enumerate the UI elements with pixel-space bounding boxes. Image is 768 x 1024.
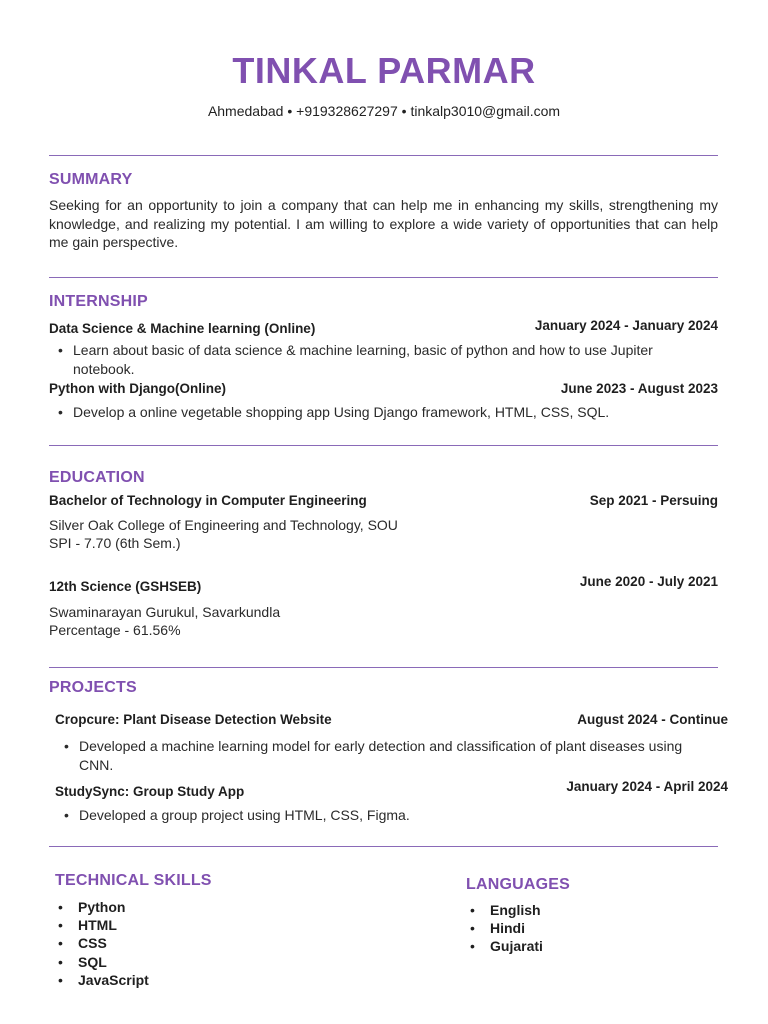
internship-title: Data Science & Machine learning (Online) — [49, 321, 316, 336]
list-item: • English — [470, 902, 541, 918]
project-title: Cropcure: Plant Disease Detection Website — [55, 712, 332, 727]
languages-list — [461, 901, 543, 956]
education-title: 12th Science (GSHSEB) — [49, 579, 202, 594]
list-item: • JavaScript — [58, 971, 149, 988]
section-divider — [49, 277, 718, 278]
education-score: Percentage - 61.56% — [49, 622, 181, 638]
candidate-name: TINKAL PARMAR — [232, 50, 536, 91]
education-score: SPI - 7.70 (6th Sem.) — [49, 535, 181, 551]
education-title: Bachelor of Technology in Computer Engineering — [49, 493, 367, 508]
internship-bullets — [49, 341, 669, 378]
section-divider — [49, 846, 718, 847]
education-institution: Silver Oak College of Engineering and Technology, SOU — [49, 517, 398, 533]
contact-location: Ahmedabad — [207, 103, 284, 119]
contact-separator: • — [287, 103, 293, 119]
list-item: • SQL — [58, 953, 107, 970]
internship-bullets — [49, 403, 718, 422]
section-divider — [49, 445, 718, 446]
list-item: • CSS — [58, 935, 107, 952]
internship-date: June 2023 - August 2023 — [560, 381, 718, 396]
contact-separator: • — [401, 103, 407, 119]
list-item: • Python — [58, 899, 126, 915]
projects-heading: PROJECTS — [49, 679, 137, 696]
list-item: • Hindi — [470, 920, 525, 937]
skills-list — [49, 898, 149, 989]
internship-heading: INTERNSHIP — [49, 293, 148, 310]
list-item: • Develop a online vegetable shopping app Using Django framework, HTML, CSS, SQL. — [58, 404, 610, 420]
list-item: • Gujarati — [470, 938, 543, 955]
summary-text: Seeking for an opportunity to join a company that can help me in enhancing my skills, strengthening my knowledge, and realizing my potential. I am willing to explore a wide variety of opportunities that can help me gain perspective. — [49, 197, 718, 250]
internship-date: January 2024 - January 2024 — [534, 318, 718, 333]
summary-heading: SUMMARY — [49, 171, 133, 188]
project-bullets — [55, 737, 715, 774]
section-divider — [49, 667, 718, 668]
languages-heading: LANGUAGES — [466, 876, 571, 893]
list-item: • Developed a machine learning model for early detection and classification of plant diseases using CNN. — [64, 738, 683, 773]
contact-line — [0, 103, 768, 119]
contact-phone: +919328627297 — [296, 103, 398, 119]
project-date: August 2024 - Continue — [577, 712, 728, 727]
project-date: January 2024 - April 2024 — [566, 779, 728, 794]
skills-heading: TECHNICAL SKILLS — [55, 872, 212, 889]
list-item: • HTML — [58, 917, 117, 934]
list-item: • Learn about basic of data science & machine learning, basic of python and how to use Jupiter notebook. — [58, 342, 653, 377]
list-item: • Developed a group project using HTML, CSS, Figma. — [64, 807, 410, 823]
education-date: Sep 2021 - Persuing — [589, 493, 718, 508]
education-heading: EDUCATION — [49, 469, 145, 486]
project-title: StudySync: Group Study App — [55, 784, 245, 799]
internship-title: Python with Django(Online) — [49, 381, 226, 396]
education-date: June 2020 - July 2021 — [579, 574, 718, 589]
education-institution: Swaminarayan Gurukul, Savarkundla — [49, 604, 281, 620]
contact-email[interactable]: tinkalp3010@gmail.com — [410, 103, 561, 119]
project-bullets — [55, 806, 715, 825]
section-divider — [49, 155, 718, 156]
